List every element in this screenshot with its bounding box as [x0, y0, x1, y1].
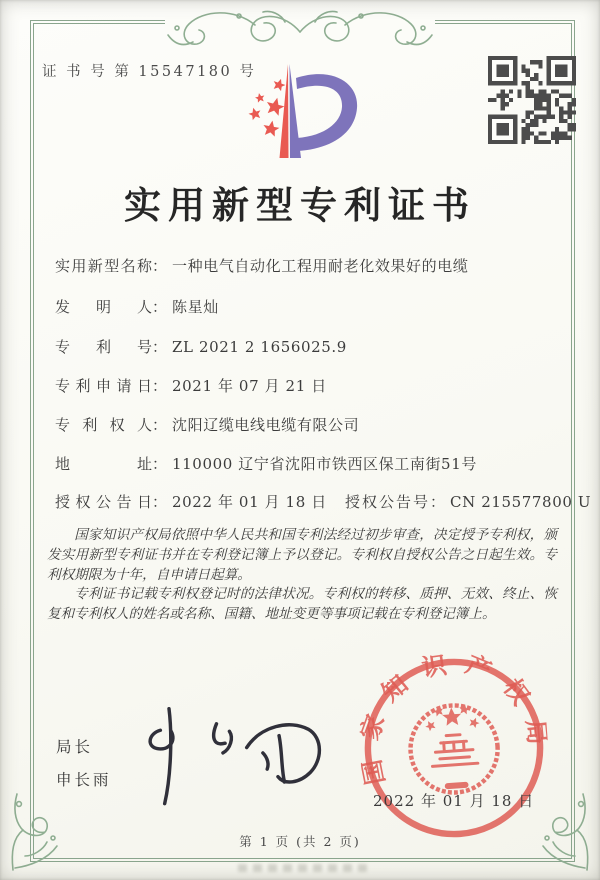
- field-label: 授权公告日: [55, 493, 152, 511]
- field-patentee: 专利权人： 沈阳辽缆电线电缆有限公司: [55, 416, 360, 434]
- field-value: 陈星灿: [172, 298, 219, 316]
- commissioner-signature: [128, 698, 333, 810]
- field-filing-date: 专利申请日： 2021 年 07 月 21 日: [55, 377, 327, 395]
- page-number: 第 1 页 (共 2 页): [239, 834, 361, 849]
- field-patent-number: 专利号： ZL 2021 2 1656025.9: [55, 338, 347, 356]
- svg-text:国家知识产权局: 国家知识产权局: [353, 647, 554, 788]
- field-grant-number: 授权公告号： CN 215577800 U: [345, 493, 592, 511]
- signer-block: [56, 735, 112, 801]
- field-value: ZL 2021 2 1656025.9: [172, 338, 347, 356]
- field-label: 专利申请日: [55, 377, 152, 395]
- field-label: 实用新型名称: [55, 257, 152, 275]
- field-label: 专利权人: [55, 416, 152, 434]
- certificate-title: 实用新型专利证书: [124, 183, 476, 227]
- field-grant-date: 授权公告日： 2022 年 01 月 18 日 授权公告号： CN 215577800 U: [55, 493, 592, 511]
- field-value: 110000 辽宁省沈阳市铁西区保工南街51号: [172, 455, 477, 473]
- legal-text-block: [47, 526, 557, 625]
- field-value: CN 215577800 U: [450, 493, 592, 511]
- field-inventor: 发明人： 陈星灿: [55, 298, 219, 316]
- legal-paragraph-2: 专利证书记载专利权登记时的法律状况。专利权的转移、质押、无效、终止、恢复和专利权人的姓名或名称、国籍、地址变更等事项记载在专利登记簿上。: [47, 586, 557, 623]
- field-value: 一种电气自动化工程用耐老化效果好的电缆: [172, 257, 469, 275]
- field-address: 地址： 110000 辽宁省沈阳市铁西区保工南街51号: [55, 455, 477, 473]
- field-label: 地址: [55, 455, 152, 473]
- field-value: 2021 年 07 月 21 日: [172, 377, 327, 395]
- signer-role: 局长: [56, 738, 94, 756]
- qr-code: [488, 56, 576, 144]
- cnipa-logo-icon: [226, 54, 376, 172]
- signer-name: 申长雨: [56, 771, 112, 789]
- cnipa-official-seal: [354, 648, 555, 849]
- legal-paragraph-1: 国家知识产权局依照中华人民共和国专利法经过初步审查，决定授予专利权，颁发实用新型专利证书并在专利登记簿上予以登记。专利权自授权公告之日起生效。专利权期限为十年，自申请日起算。: [47, 527, 557, 583]
- field-label: 发明人: [55, 298, 152, 316]
- page-bleed-through: [238, 864, 372, 872]
- field-value: 沈阳辽缆电线电缆有限公司: [172, 416, 360, 434]
- field-value: 2022 年 01 月 18 日: [172, 493, 327, 511]
- seal-date: 2022 年 01 月 18 日: [373, 792, 535, 810]
- certificate-number: 证 书 号 第 15547180 号: [42, 64, 257, 80]
- field-label: 专利号: [55, 338, 152, 356]
- field-label: 授权公告号: [345, 493, 431, 511]
- top-flourish-ornament: [135, 2, 465, 56]
- field-utility-model-name: 实用新型名称： 一种电气自动化工程用耐老化效果好的电缆: [55, 257, 469, 275]
